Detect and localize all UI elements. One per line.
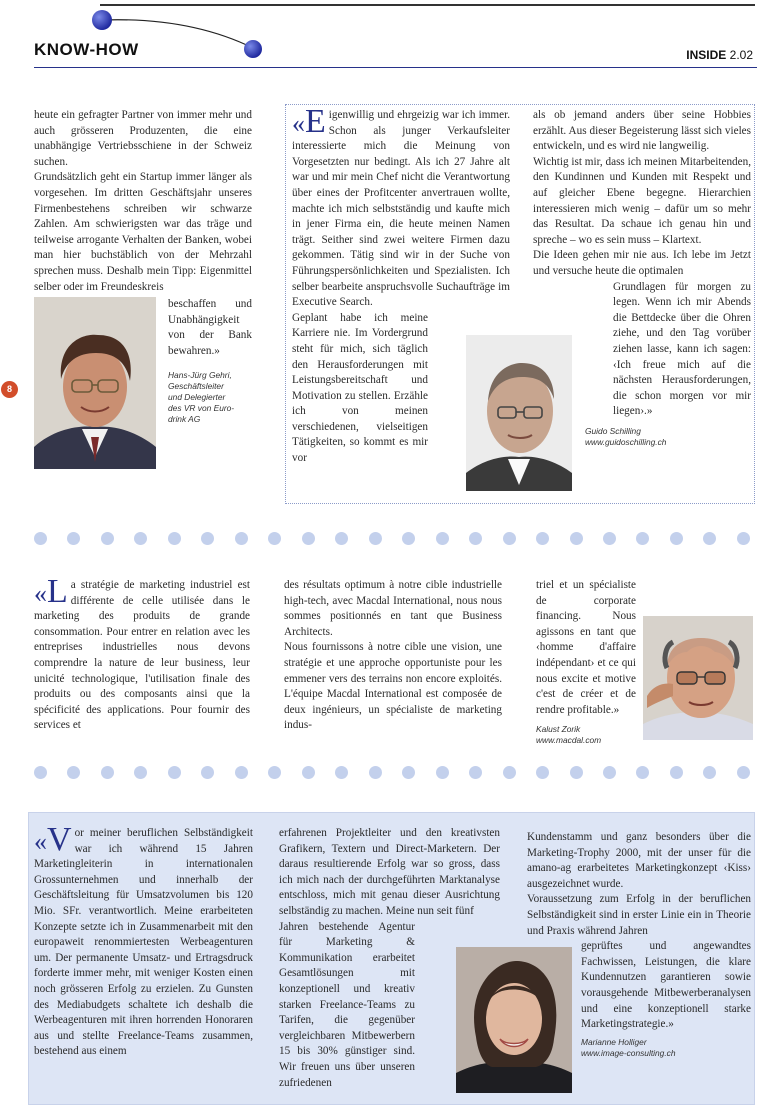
article4-column-3 bbox=[527, 830, 751, 1059]
section-title: KNOW-HOW bbox=[34, 40, 139, 59]
drop-cap: L bbox=[47, 573, 68, 610]
dot-divider bbox=[34, 766, 750, 779]
article3-column-1 bbox=[34, 573, 250, 734]
caption-line: Marianne Holliger bbox=[581, 1036, 647, 1047]
article3-column-3 bbox=[536, 578, 636, 746]
article1-photo-block bbox=[34, 297, 162, 475]
header-bar bbox=[0, 0, 759, 80]
article3-paragraph: triel et un spécialiste de corporate financing. Nous agissons en tant que ‹homme d'affaire indépendant› et ce qui nous excite et motive c'est de créer et de rendre profitable.» bbox=[536, 579, 636, 716]
dot-divider bbox=[34, 532, 750, 545]
drop-cap: E bbox=[305, 103, 326, 140]
caption-line: Hans-Jürg Gehri, bbox=[168, 369, 232, 380]
portrait-photo-schilling bbox=[466, 335, 572, 491]
article3-column-2 bbox=[284, 578, 502, 734]
article4-column-1 bbox=[34, 821, 253, 1060]
issue-label bbox=[686, 48, 753, 62]
issue-number: 2.02 bbox=[729, 48, 753, 62]
article1-caption bbox=[168, 370, 252, 425]
article2-paragraph: Geplant habe ich meine Karriere nie. Im Vordergrund steht für mich, sich täglich den Herausforderungen mit Leistungsbereitschaft und Motivation zu stellen. Erzähle ich von meinen verschiedenen, vielseitigen Tätigkeiten, so kommt es mir vor bbox=[292, 311, 428, 465]
caption-line: www.guidoschilling.ch bbox=[585, 436, 667, 447]
drop-cap: V bbox=[47, 821, 72, 858]
article4-paragraph: or meiner beruflichen Selbständigkeit war ich während 15 Jahren Marketingleiterin in internationalen Grossunternehmen und innerhalb der Geschäftsleitung für Umsatzvolumen bis 120 Mio. SFr. verantwortlich. Meine erarbeiteten Konzepte setzte ich in Zusammenarbeit mit den europaweit renommiertesten Werbeagenturen um. Der permanente Umsatz- und Ertragsdruck forderte immer mehr, mit weniger Kosten einen noch grösseren Erfolg zu erzielen. Zu Gunsten des Mediabudgets schaltete ich deshalb die Werbeagenturen mit ihren horrenden Honoraren aus und stellte Freelance-Teams zusammen, bestehend aus einem bbox=[34, 827, 253, 1058]
article4-caption bbox=[581, 1037, 751, 1059]
article4-paragraph: erfahrenen Projektleiter und den kreativsten Grafikern, Textern und Direct-Marketern. Der daraus resultierende Erfolg war so gross, dass ich mich nach der durchgeführten Marktanalyse entschloss, mich mit genau dieser Ausrichtung selbständig zu machen. Meine nun seit fünf bbox=[279, 827, 500, 917]
article3-paragraph: Nous fournissons à notre cible une vision, une stratégie et une approche opportuniste pour les emmener vers des terrains non encore exploités. L'équipe Macdal International est composée de deux ingénieurs, un spécialiste de marketing indus- bbox=[284, 641, 502, 732]
caption-line: www.macdal.com bbox=[536, 735, 602, 746]
page-marker bbox=[1, 381, 18, 398]
article4-paragraph: Voraussetzung zum Erfolg in der beruflichen Selbständigkeit sind in erster Linie ein in Theorie und Praxis während Jahren bbox=[527, 893, 751, 937]
caption-line: Geschäftsleiter bbox=[168, 380, 224, 391]
caption-line: des VR von Euro- bbox=[168, 402, 235, 413]
article1-paragraph: heute ein gefragter Partner von immer mehr und auch grösseren Produzenten, die eine unabhängige Vertriebsschiene in der Schweiz suchen. bbox=[34, 109, 252, 168]
article3-caption bbox=[536, 724, 636, 746]
portrait-photo-gehri bbox=[34, 297, 156, 469]
article2-paragraph: als ob jemand anders über seine Hobbies erzählt. Aus dieser Begeisterung lässt sich vieles entwickeln, und es wird nie langweilig. bbox=[533, 109, 751, 153]
magazine-name: INSIDE bbox=[686, 48, 727, 62]
caption-line: und Delegierter bbox=[168, 391, 226, 402]
article2-paragraph: igenwillig und ehrgeizig war ich immer. Schon als junger Verkaufsleiter interessierte mich die Meinung von Vorgesetzten nur bedingt. Als ich 27 Jahre alt war und mir mein Chef nicht die Verantwortung über eines der Profitcenter anvertrauen wollte, machte ich mich selbstständig und kaufte mich in jener Firma ein, die heute meinen Namen trägt. Seither sind zwei weitere Firmen dazu gekommen. Tätig sind wir in der Suche von Führungspersönlichkeiten und Spezialisten. Ich selber bearbeite anspruchsvolle Suchaufträge im Executive Search. bbox=[292, 109, 510, 309]
article2-paragraph: Wichtig ist mir, dass ich meinen Mitarbeitenden, den Kundinnen und Kunden mit Respekt und auf gleicher Ebene begegne. Hierarchien interessieren mich wenig – dafür um so mehr das Resultat. Da schaue ich genau hin und spreche – wo es sein muss – Klartext. bbox=[533, 155, 751, 246]
caption-line: Guido Schilling bbox=[585, 425, 641, 436]
article2-paragraph: Grundlagen für morgen zu legen. Wenn ich mir Abends die Bettdecke über die Ohren ziehe, und den Tag vorüber ziehen lasse, kann ich sagen: ‹Ich freue mich auf die nächsten Herausforderungen, die schon morgen vor mir liegen›.» bbox=[613, 280, 751, 418]
page-marker-number: 8 bbox=[6, 384, 12, 394]
article3-paragraph: des résultats optimum à notre cible industrielle high-tech, avec Macdal International, nous nous sommes positionnés en tant que Business Architects. bbox=[284, 579, 502, 638]
article1-paragraph: beschaffen und Unabhängigkeit von der Bank bewahren.» bbox=[168, 298, 252, 357]
quote-mark: «L bbox=[34, 573, 68, 610]
article3-paragraph: a stratégie de marketing industriel est différente de celle utilisée dans le marketing des produits de grande consommation. Pour entrer en relation avec les entreprises industrielles nous devons comprendre la nature de leur business, leur unicité technologique, l'utilisation finale des produits ou des composants ainsi que la spécificité des applications. Pour fournir des services et bbox=[34, 579, 250, 732]
caption-line: Kalust Zorik bbox=[536, 724, 581, 735]
caption-line: drink AG bbox=[168, 413, 201, 424]
quote-mark: «E bbox=[292, 103, 326, 140]
article1-column bbox=[34, 108, 252, 475]
header-underline bbox=[34, 67, 757, 68]
article4-paragraph: geprüftes und angewandtes Fachwissen, Leistungen, die klare Kundennutzen garantieren sowie vorausgehende Mitbewerberanalysen und eine konzeptionell starke Marketingstrategie.» bbox=[581, 940, 751, 1031]
quote-mark: «V bbox=[34, 821, 72, 858]
caption-line: www.image-consulting.ch bbox=[581, 1047, 676, 1058]
article2-paragraph: Die Ideen gehen mir nie aus. Ich lebe im Jetzt und versuche heute die optimalen bbox=[533, 249, 751, 277]
article4-paragraph: Kundenstamm und ganz besonders über die Marketing-Trophy 2000, mit der unser für die amano-ag erarbeitetes Marketingkonzept ‹Kiss› ausgezeichnet wurde. bbox=[527, 831, 751, 890]
article1-paragraph: Grundsätzlich geht ein Startup immer länger als vorgesehen. Im dritten Geschäftsjahr unseres Firmenbestehens schreiben wir schwarze Zahlen. Am schwierigsten war das träge und teilweise arrogante Verhalten der Banken, wobei man hier buchstäblich von der Mehrzahl sprechen muss. Deshalb mein Tipp: Eigenmittel selber oder im Freundeskreis bbox=[34, 171, 252, 293]
article2-caption bbox=[585, 426, 751, 448]
portrait-photo-zorik bbox=[643, 616, 753, 740]
article4-paragraph: Jahren bestehende Agentur für Marketing & Kommunikation erarbeitet Gesamtlösungen mit konzeptionell und kreativ starken Freelance-Teams zu Tarifen, die gegenüber vergleichbaren Mitbewerbern 15 bis 30% günstiger sind. Wir freuen uns über unseren zufriedenen bbox=[279, 920, 415, 1089]
